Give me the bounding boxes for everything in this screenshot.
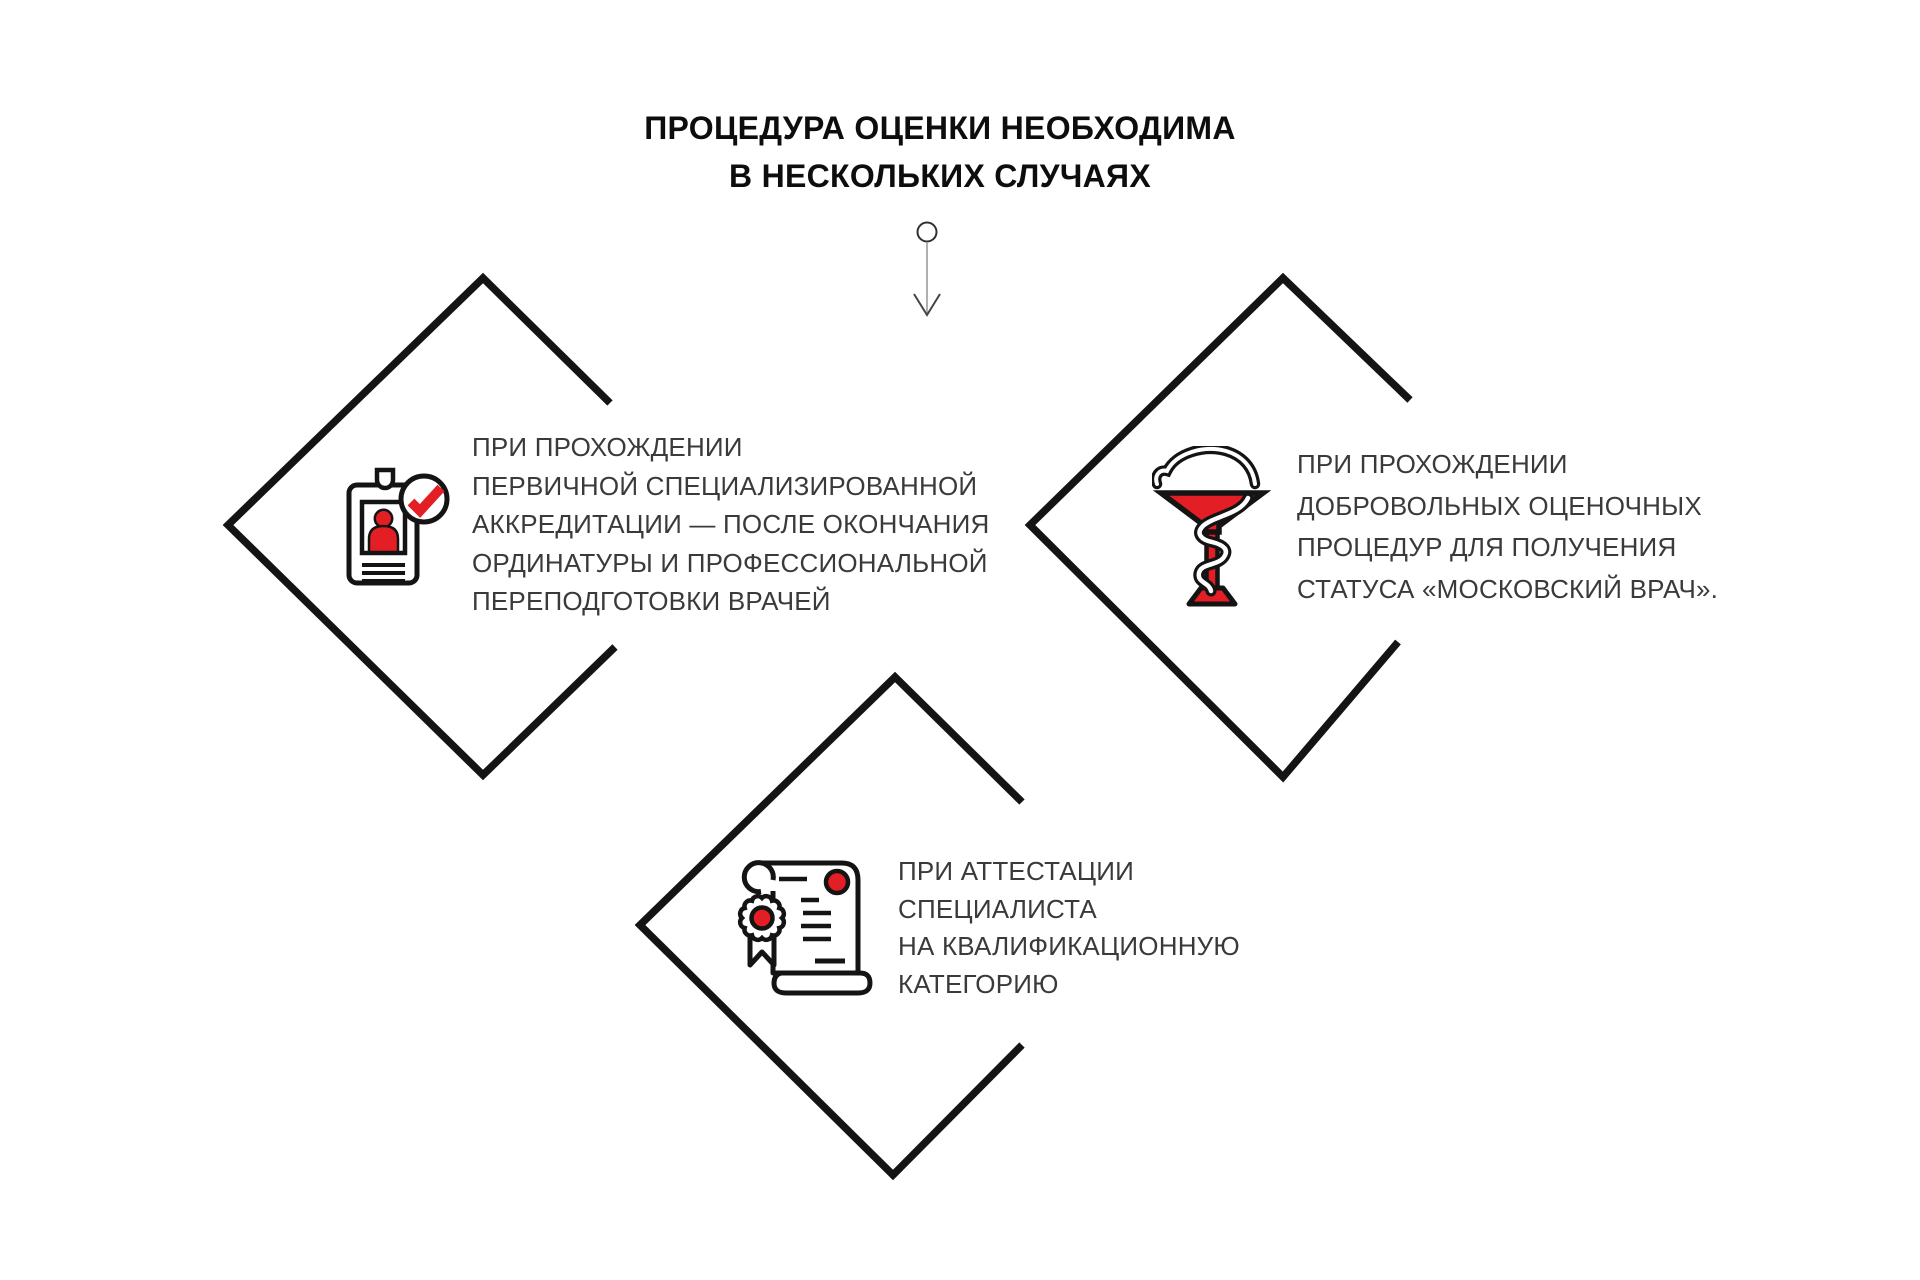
page-title xyxy=(420,104,1460,200)
card-text-line: ДОБРОВОЛЬНЫХ ОЦЕНОЧНЫХ xyxy=(1297,490,1702,521)
card-text-line: ОРДИНАТУРЫ И ПРОФЕССИОНАЛЬНОЙ xyxy=(472,547,988,578)
page-title-line: В НЕСКОЛЬКИХ СЛУЧАЯХ xyxy=(728,158,1151,194)
card-text-line: НА КВАЛИФИКАЦИОННУЮ xyxy=(898,931,1240,961)
card-text-attestation xyxy=(898,853,1240,1003)
card-text-line: ПРИ АТТЕСТАЦИИ xyxy=(898,856,1135,886)
certificate-scroll-icon xyxy=(733,853,873,998)
page-title-line: ПРОЦЕДУРА ОЦЕНКИ НЕОБХОДИМА xyxy=(644,110,1236,146)
card-text-line: ПРИ ПРОХОЖДЕНИИ xyxy=(472,432,743,462)
card-text-line: СПЕЦИАЛИСТА xyxy=(898,893,1097,924)
card-text-line: СТАТУСА «МОСКОВСКИЙ ВРАЧ». xyxy=(1297,573,1719,604)
card-text-line: ПРОЦЕДУР ДЛЯ ПОЛУЧЕНИЯ xyxy=(1297,532,1677,562)
id-badge-check-icon xyxy=(345,458,451,588)
card-text-line: КАТЕГОРИЮ xyxy=(898,968,1059,999)
card-text-line: ПЕРЕПОДГОТОВКИ ВРАЧЕЙ xyxy=(472,586,831,616)
card-text-line: АККРЕДИТАЦИИ — ПОСЛЕ ОКОНЧАНИЯ xyxy=(472,509,990,539)
down-arrow-icon xyxy=(914,223,940,316)
hygieia-cup-icon xyxy=(1152,446,1272,611)
card-text-accreditation xyxy=(472,428,989,621)
card-text-line: ПЕРВИЧНОЙ СПЕЦИАЛИЗИРОВАННОЙ xyxy=(472,470,978,501)
card-text-line: ПРИ ПРОХОЖДЕНИИ xyxy=(1297,449,1568,479)
card-text-moscow-doctor xyxy=(1297,444,1718,610)
